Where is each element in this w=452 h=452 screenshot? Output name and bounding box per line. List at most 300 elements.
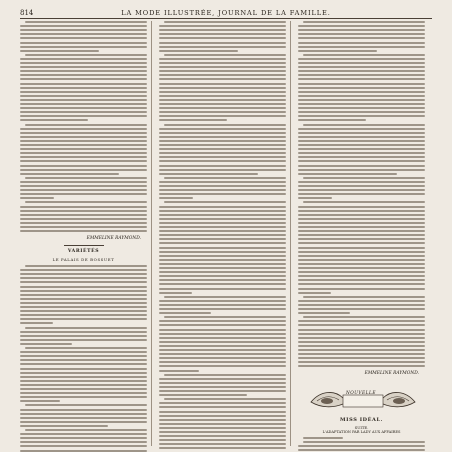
text-line — [20, 132, 147, 134]
text-line — [298, 247, 425, 249]
text-line — [303, 441, 425, 443]
story-subtitle: SUITE. — [354, 425, 369, 430]
text-line — [159, 226, 286, 228]
text-line — [159, 136, 286, 138]
text-line — [159, 324, 286, 326]
text-line — [20, 78, 147, 80]
text-line — [159, 99, 286, 101]
text-line — [164, 177, 286, 179]
text-line — [159, 443, 286, 445]
text-line — [298, 140, 425, 142]
text-line — [298, 275, 425, 277]
text-line — [20, 70, 147, 72]
text-line — [20, 281, 147, 283]
text-line — [159, 206, 286, 208]
text-line — [298, 300, 425, 302]
text-line — [159, 419, 286, 421]
text-line — [298, 165, 425, 167]
text-line — [159, 382, 286, 384]
text-line — [159, 160, 286, 162]
text-line — [159, 234, 286, 236]
text-line — [20, 306, 147, 308]
text-line — [20, 42, 147, 44]
text-line — [159, 95, 286, 97]
text-line — [20, 417, 147, 419]
text-line — [159, 370, 199, 372]
text-line — [20, 206, 147, 208]
section-subheading: LE PALAIS DE BOSSUET — [52, 257, 115, 262]
text-line — [20, 91, 147, 93]
text-line — [298, 99, 425, 101]
text-line — [298, 78, 425, 80]
column-divider — [290, 21, 291, 446]
text-line — [159, 365, 286, 367]
text-line — [298, 42, 425, 44]
text-line — [20, 58, 147, 60]
text-line — [298, 353, 425, 355]
text-line — [159, 288, 286, 290]
text-line — [298, 206, 425, 208]
text-line — [20, 388, 147, 390]
text-line — [159, 193, 286, 195]
text-line — [298, 119, 366, 121]
text-line — [298, 132, 425, 134]
text-line — [159, 357, 286, 359]
text-line — [20, 331, 147, 333]
text-line — [298, 70, 425, 72]
text-line — [159, 275, 286, 277]
text-line — [298, 324, 425, 326]
text-line — [159, 111, 286, 113]
text-line — [159, 439, 286, 441]
text-line — [159, 222, 286, 224]
text-line — [159, 378, 286, 380]
banner-label: NOUVELLE — [346, 391, 376, 396]
text-line — [298, 357, 425, 359]
text-line — [20, 335, 147, 337]
text-line — [20, 50, 99, 52]
text-line — [298, 329, 425, 331]
text-line — [20, 437, 147, 439]
text-line — [20, 351, 147, 353]
text-line — [298, 29, 425, 31]
text-line — [20, 210, 147, 212]
text-line — [159, 25, 286, 27]
text-line — [25, 21, 147, 23]
story-title: MISS IDÉAL. — [340, 417, 383, 423]
text-line — [20, 33, 147, 35]
text-line — [159, 107, 286, 109]
text-line — [298, 349, 425, 351]
text-line — [298, 341, 425, 343]
text-line — [25, 404, 147, 406]
text-line — [20, 144, 147, 146]
text-line — [20, 396, 147, 398]
text-line — [20, 46, 147, 48]
text-line — [25, 265, 147, 267]
text-line — [25, 177, 147, 179]
text-line — [159, 292, 192, 294]
text-line — [20, 400, 60, 402]
text-line — [159, 214, 286, 216]
text-line — [20, 128, 147, 130]
text-line — [298, 242, 425, 244]
text-line — [159, 181, 286, 183]
text-line — [298, 189, 425, 191]
text-line — [298, 304, 425, 306]
text-line — [159, 415, 286, 417]
text-line — [164, 374, 286, 376]
text-line — [159, 115, 286, 117]
text-line — [20, 189, 147, 191]
text-line — [20, 95, 147, 97]
text-column-3 — [298, 21, 425, 452]
text-line — [20, 421, 147, 423]
text-line — [159, 423, 286, 425]
text-line — [159, 78, 286, 80]
text-line — [159, 50, 238, 52]
nouvelle-banner — [307, 384, 419, 414]
text-line — [164, 398, 286, 400]
text-line — [159, 320, 286, 322]
text-line — [20, 140, 147, 142]
text-line — [159, 33, 286, 35]
text-line — [20, 193, 147, 195]
text-line — [20, 148, 147, 150]
text-line — [298, 152, 425, 154]
text-line — [159, 70, 286, 72]
text-line — [20, 103, 147, 105]
text-line — [298, 210, 425, 212]
text-line — [298, 222, 425, 224]
text-line — [20, 107, 147, 109]
text-line — [20, 156, 147, 158]
text-line — [298, 74, 425, 76]
text-line — [159, 300, 286, 302]
text-line — [298, 46, 425, 48]
text-line — [159, 185, 286, 187]
running-title: LA MODE ILLUSTRÉE, JOURNAL DE LA FAMILLE. — [121, 9, 331, 17]
text-line — [159, 238, 286, 240]
text-line — [20, 197, 54, 199]
text-line — [159, 210, 286, 212]
text-line — [20, 290, 147, 292]
text-line — [20, 343, 72, 345]
text-line — [164, 54, 286, 56]
text-line — [298, 226, 425, 228]
text-line — [159, 308, 286, 310]
column-divider — [151, 21, 152, 446]
text-line — [159, 169, 286, 171]
text-line — [20, 286, 147, 288]
text-line — [298, 238, 425, 240]
text-line — [20, 359, 147, 361]
text-line — [159, 337, 286, 339]
text-line — [20, 222, 147, 224]
text-line — [159, 251, 286, 253]
text-line — [159, 447, 286, 449]
text-line — [159, 353, 286, 355]
signature: EMMELINE RAYMOND. — [364, 371, 419, 376]
text-line — [159, 144, 286, 146]
text-line — [298, 148, 425, 150]
text-line — [298, 103, 425, 105]
text-line — [20, 273, 147, 275]
text-line — [159, 329, 286, 331]
text-line — [159, 242, 286, 244]
text-line — [20, 87, 147, 89]
text-line — [164, 316, 286, 318]
text-line — [20, 152, 147, 154]
text-line — [159, 42, 286, 44]
text-line — [298, 83, 425, 85]
text-line — [164, 296, 286, 298]
text-line — [159, 361, 286, 363]
section-heading: VARIÉTÉS — [67, 249, 100, 254]
text-line — [20, 298, 147, 300]
text-line — [159, 46, 286, 48]
text-line — [20, 409, 147, 411]
text-line — [298, 37, 425, 39]
text-line — [159, 271, 286, 273]
text-line — [25, 201, 147, 203]
page-number: 814 — [20, 9, 34, 17]
text-line — [298, 115, 425, 117]
text-line — [20, 339, 147, 341]
text-line — [298, 181, 425, 183]
text-line — [20, 302, 147, 304]
text-line — [159, 29, 286, 31]
text-line — [298, 62, 425, 64]
text-line — [20, 181, 147, 183]
text-line — [20, 173, 119, 175]
text-line — [159, 402, 286, 404]
text-line — [20, 310, 147, 312]
text-line — [20, 111, 147, 113]
text-line — [159, 267, 286, 269]
text-line — [159, 173, 258, 175]
text-line — [298, 283, 425, 285]
text-line — [298, 144, 425, 146]
section-separator — [64, 245, 104, 246]
text-line — [298, 230, 425, 232]
text-line — [298, 337, 425, 339]
text-line — [298, 218, 425, 220]
text-line — [20, 380, 147, 382]
text-line — [298, 292, 331, 294]
text-line — [25, 327, 147, 329]
text-line — [159, 103, 286, 105]
text-line — [20, 314, 147, 316]
text-line — [298, 173, 397, 175]
text-line — [159, 341, 286, 343]
text-line — [159, 333, 286, 335]
text-line — [164, 124, 286, 126]
text-line — [25, 54, 147, 56]
text-line — [159, 128, 286, 130]
text-line — [20, 214, 147, 216]
text-line — [298, 136, 425, 138]
text-line — [20, 355, 147, 357]
text-line — [298, 333, 425, 335]
text-line — [159, 37, 286, 39]
text-column-1 — [20, 21, 147, 452]
text-line — [20, 66, 147, 68]
text-line — [159, 279, 286, 281]
text-line — [298, 308, 425, 310]
text-line — [298, 58, 425, 60]
text-line — [159, 132, 286, 134]
text-line — [159, 435, 286, 437]
text-line — [20, 226, 147, 228]
text-line — [159, 259, 286, 261]
text-line — [159, 83, 286, 85]
text-line — [159, 386, 286, 388]
page-header — [20, 9, 432, 17]
text-line — [298, 345, 425, 347]
header-rule — [20, 18, 432, 19]
ornament-banner-icon — [307, 384, 419, 414]
text-line — [298, 255, 425, 257]
text-line — [159, 62, 286, 64]
text-line — [303, 316, 425, 318]
signature: EMMELINE RAYMOND. — [86, 236, 141, 241]
text-line — [159, 66, 286, 68]
text-line — [159, 427, 286, 429]
text-line — [20, 29, 147, 31]
text-line — [20, 185, 147, 187]
text-line — [159, 119, 227, 121]
text-line — [298, 263, 425, 265]
text-line — [303, 21, 425, 23]
text-line — [159, 345, 286, 347]
text-line — [159, 148, 286, 150]
text-line — [159, 312, 211, 314]
text-line — [20, 119, 88, 121]
text-line — [20, 318, 147, 320]
text-line — [298, 156, 425, 158]
text-line — [20, 372, 147, 374]
text-line — [303, 124, 425, 126]
text-line — [20, 169, 147, 171]
text-line — [159, 74, 286, 76]
text-line — [159, 406, 286, 408]
text-line — [25, 347, 147, 349]
text-line — [298, 271, 425, 273]
text-line — [303, 296, 425, 298]
text-line — [298, 50, 377, 52]
text-line — [159, 140, 286, 142]
text-line — [303, 54, 425, 56]
text-line — [20, 425, 108, 427]
text-line — [298, 251, 425, 253]
text-line — [159, 247, 286, 249]
text-line — [159, 390, 286, 392]
text-line — [20, 62, 147, 64]
text-line — [303, 437, 343, 439]
text-line — [25, 124, 147, 126]
text-line — [20, 433, 147, 435]
text-line — [20, 25, 147, 27]
text-line — [298, 267, 425, 269]
text-line — [298, 445, 425, 447]
text-line — [20, 392, 147, 394]
text-line — [20, 269, 147, 271]
text-line — [20, 165, 147, 167]
text-line — [298, 193, 425, 195]
text-line — [20, 74, 147, 76]
text-line — [20, 445, 147, 447]
text-line — [20, 37, 147, 39]
text-line — [20, 376, 147, 378]
text-line — [20, 441, 147, 443]
text-line — [159, 304, 286, 306]
text-line — [298, 361, 425, 363]
text-line — [298, 111, 425, 113]
text-line — [159, 431, 286, 433]
text-line — [298, 160, 425, 162]
text-line — [20, 363, 147, 365]
text-line — [159, 255, 286, 257]
text-line — [298, 320, 425, 322]
text-line — [298, 33, 425, 35]
text-line — [298, 95, 425, 97]
text-line — [159, 230, 286, 232]
text-line — [20, 450, 147, 452]
text-line — [20, 218, 147, 220]
text-line — [298, 128, 425, 130]
text-line — [159, 91, 286, 93]
text-line — [159, 263, 286, 265]
text-line — [20, 384, 147, 386]
text-column-2 — [159, 21, 286, 452]
text-line — [298, 259, 425, 261]
text-line — [298, 288, 425, 290]
text-line — [25, 429, 147, 431]
text-line — [298, 234, 425, 236]
text-line — [20, 160, 147, 162]
text-line — [298, 107, 425, 109]
text-line — [159, 189, 286, 191]
text-line — [159, 156, 286, 158]
text-line — [159, 87, 286, 89]
text-line — [298, 185, 425, 187]
text-line — [298, 25, 425, 27]
text-line — [298, 214, 425, 216]
text-line — [159, 165, 286, 167]
text-line — [159, 349, 286, 351]
text-line — [159, 411, 286, 413]
text-line — [298, 279, 425, 281]
text-line — [159, 58, 286, 60]
text-line — [20, 294, 147, 296]
text-line — [303, 201, 425, 203]
text-line — [159, 394, 247, 396]
text-line — [298, 91, 425, 93]
text-line — [159, 152, 286, 154]
text-line — [303, 177, 425, 179]
text-line — [20, 99, 147, 101]
text-line — [298, 312, 350, 314]
text-line — [298, 169, 425, 171]
text-line — [20, 368, 147, 370]
text-line — [20, 322, 53, 324]
text-line — [20, 136, 147, 138]
text-line — [20, 277, 147, 279]
text-line — [20, 413, 147, 415]
text-line — [298, 365, 425, 367]
text-line — [20, 83, 147, 85]
